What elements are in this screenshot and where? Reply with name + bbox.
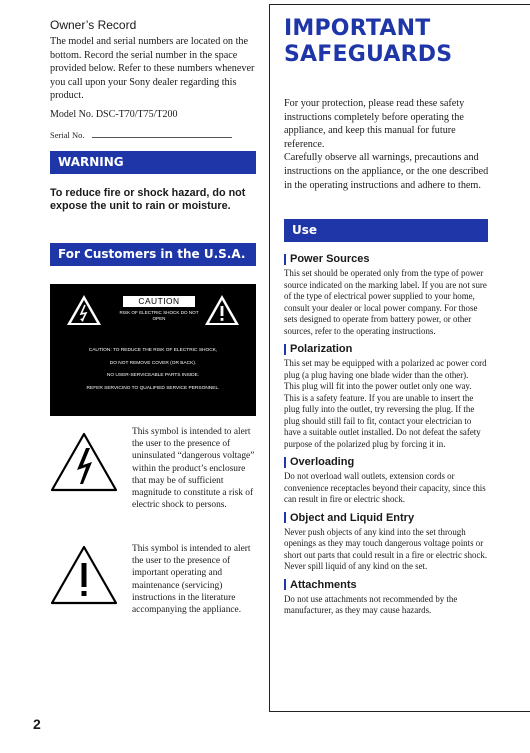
section-heading-text: Object and Liquid Entry xyxy=(290,511,415,524)
symbol-explanation xyxy=(50,543,256,633)
serial-label: Serial No. xyxy=(50,129,85,140)
owners-record-body: The model and serial numbers are located on the bottom. Record the serial number in the space provided below. Refer to these numbers whenever you call upon your Sony dealer regarding this product. xyxy=(50,36,255,102)
owners-record-heading: Owner’s Record xyxy=(50,18,137,32)
caution-line: NO USER-SERVICEABLE PARTS INSIDE. xyxy=(106,373,200,379)
section-heading-text: Polarization xyxy=(290,343,353,355)
section-body: Never push objects of any kind into the set through openings as they may touch dangerous voltage points or short out parts that could result in a fire or electric shock. Never spill liquid of any kind on the set. xyxy=(284,526,488,571)
section-marker xyxy=(284,512,286,523)
serial-number-field xyxy=(50,129,256,140)
section-heading xyxy=(284,512,489,524)
section-heading xyxy=(284,343,489,355)
section-marker xyxy=(284,344,286,355)
section-polarization xyxy=(284,343,489,450)
section-power-sources xyxy=(284,253,489,337)
section-heading xyxy=(284,456,489,468)
section-heading-text: Overloading xyxy=(290,456,355,468)
owners-record-section xyxy=(50,18,256,140)
section-marker xyxy=(284,254,286,265)
page-title xyxy=(284,16,504,68)
intro-text: For your protection, please read these safety instructions completely before operating the appliance, and keep this manual for future reference. Carefully observe all warnings, precautions and instructions on the appliance, or the one described in the operating instructions and adhere to them. xyxy=(284,98,489,191)
section-body: This set may be equipped with a polarized ac power cord plug (a plug having one blade wider than the other). This plug will fit into the power outlet only one way. This is a safety feature. If you are unable to insert the plug fully into the outlet, try reversing the plug. If the plug should still fail to fit, contact your electrician to have a suitable outlet installed. Do not defeat the safety purpose of the polarized plug by forcing it in. xyxy=(284,358,487,449)
symbol-explanation xyxy=(50,426,256,536)
section-body: This set should be operated only from the type of power source indicated on the marking label. If you are not sure of the type of electrical power supplied to your home, consult your dealer or local power company. For those sets designed to operate from battery power, or other sources, refer to the operating instructions. xyxy=(284,268,487,336)
caution-line: DO NOT REMOVE COVER (OR BACK). xyxy=(109,360,197,366)
section-object-liquid-entry xyxy=(284,512,489,573)
caution-small-text: RISK OF ELECTRIC SHOCK DO NOT OPEN xyxy=(119,310,199,321)
symbol-text: This symbol is intended to alert the user to the presence of uninsulated “dangerous voltage” within the product’s enclosure that may be of sufficient magnitude to constitute a risk of electric shock to persons. xyxy=(132,427,255,511)
section-marker xyxy=(284,457,286,468)
caution-title: CAUTION xyxy=(123,296,195,307)
usa-heading: For Customers in the U.S.A. xyxy=(50,243,256,266)
caution-lines xyxy=(54,348,252,398)
section-heading-text: Attachments xyxy=(290,578,357,591)
serial-blank-line xyxy=(92,129,232,138)
model-number: Model No. DSC-T70/T75/T200 xyxy=(50,108,178,120)
title-line: IMPORTANT xyxy=(284,16,431,41)
use-heading: Use xyxy=(284,219,488,242)
section-attachments xyxy=(284,579,489,617)
caution-line: CAUTION: TO REDUCE THE RISK OF ELECTRIC SHOCK, xyxy=(88,348,218,353)
section-body: Do not use attachments not recommended by the manufacturer, as they may cause hazards. xyxy=(284,593,458,615)
section-overloading xyxy=(284,456,489,506)
caution-line: REFER SERVICING TO QUALIFIED SERVICE PERSONNEL. xyxy=(86,385,220,391)
section-marker xyxy=(284,579,286,590)
warning-heading: WARNING xyxy=(50,151,256,174)
lightning-triangle-icon xyxy=(66,294,102,326)
lightning-triangle-icon xyxy=(50,432,118,492)
exclamation-triangle-icon xyxy=(204,294,240,326)
safeguard-sections xyxy=(284,253,489,617)
caution-label-image xyxy=(50,284,256,416)
page-number: 2 xyxy=(33,716,41,732)
section-body: Do not overload wall outlets, extension cords or convenience receptacles beyond their capacity, since this can result in fire or electric shock. xyxy=(284,471,486,504)
exclamation-triangle-icon xyxy=(50,545,118,605)
section-heading-text: Power Sources xyxy=(290,253,370,265)
warning-text: To reduce fire or shock hazard, do not expose the unit to rain or moisture. xyxy=(50,187,246,212)
title-line: SAFEGUARDS xyxy=(284,42,453,67)
section-heading xyxy=(284,579,489,591)
symbol-text: This symbol is intended to alert the user to the presence of important operating and maintenance (servicing) instructions in the literature accompanying the appliance. xyxy=(132,544,251,616)
section-heading xyxy=(284,253,489,265)
